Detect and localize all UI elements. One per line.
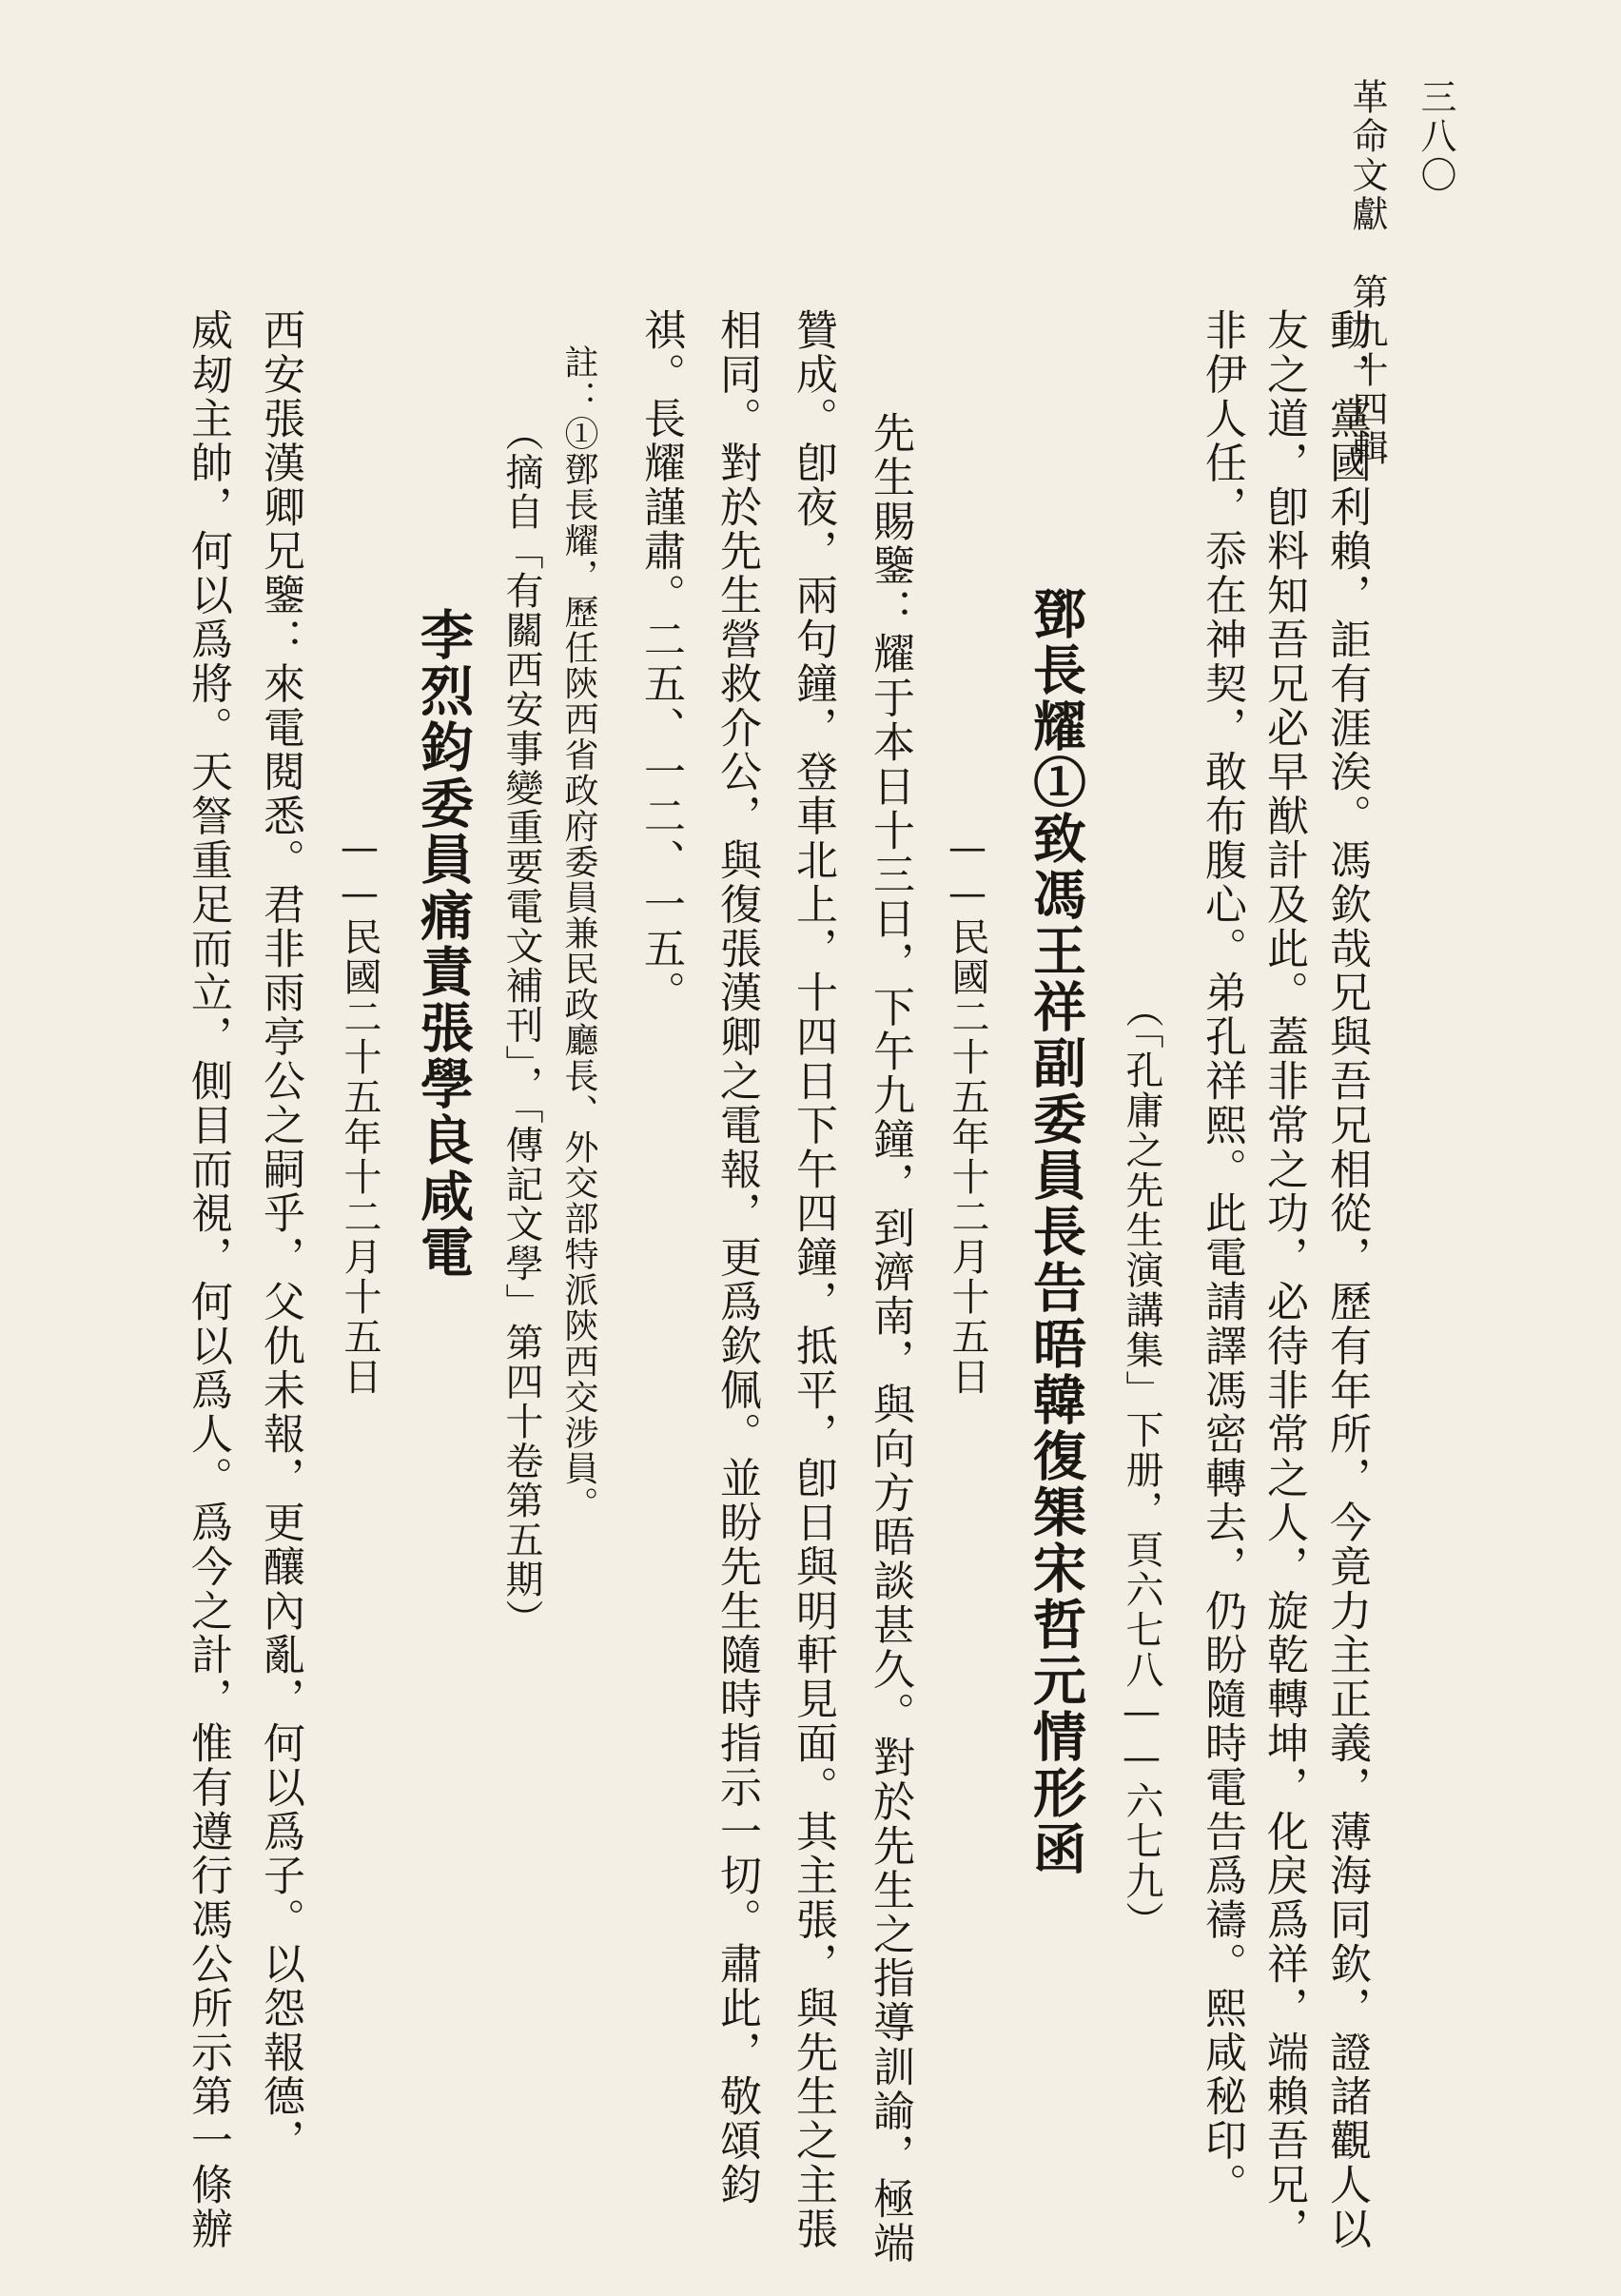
section-title: 鄧長耀①致馮王祥副委員長告晤韓復榘宋哲元情形函 (1025, 586, 1087, 1877)
footnote: 註：①鄧長耀，歷任陝西省政府委員兼民政廳長、外交部特派陝西交涉員。 (559, 344, 598, 1522)
page-number: 三八〇 (1415, 78, 1456, 195)
body-line: 贊成。卽夜，兩句鐘，登車北上，十四日下午四鐘，抵平，卽日與明軒見面。其主張，與先生之主張 (789, 308, 837, 2251)
body-line: 非伊人任，忝在神契，敢布腹心。弟孔祥熙。此電請譯馮密轉去，仍盼隨時電告爲禱。熙咸秘印。 (1198, 308, 1246, 2208)
body-line: 西安張漢卿兄鑒：來電閱悉。君非雨亭公之嗣乎，父仇未報，更釀內亂，何以爲子。以怨報德， (256, 308, 304, 2163)
section-title: 李烈鈞委員痛責張學良咸電 (412, 607, 475, 1281)
body-line: 友之道，卽料知吾兄必早猷計及此。蓋非常之功，必待非常之人，旋乾轉坤，化戾爲祥，端賴吾兄， (1260, 308, 1308, 2251)
book-title: 革命文獻 第九十四輯 (1346, 78, 1388, 468)
body-line: 先生賜鑒：耀于本日十三日，下午九鐘，到濟南，與向方晤談甚久。對於先生之指導訓諭，極端 (866, 411, 914, 2266)
body-line: 威刼主帥，何以爲將。天詧重足而立，側目而視，何以爲人。爲今之計，惟有遵行馮公所示第一條辦 (184, 308, 232, 2251)
section-date: ——民國二十五年十二月十五日 (338, 826, 381, 1397)
body-line: 相同。對於先生營救介公，與復張漢卿之電報，更爲欽佩。並盼先生隨時指示一切。肅此，敬頌鈞 (713, 308, 761, 2208)
body-line: 祺。長耀謹肅。二五、一二、一五。 (636, 308, 685, 1015)
section-date: ——民國二十五年十二月十五日 (946, 826, 989, 1397)
show-through-texture (1492, 285, 1535, 2093)
citation: （「孔庸之先生演講集」下册，頁六七八——六七九） (1120, 990, 1163, 1941)
body-line: 動，黨國利賴，詎有涯涘。馮欽哉兄與吾兄相從，歷有年所，今竟力主正義，薄海同欽，證諸觀人以 (1322, 308, 1371, 2251)
citation: （摘自「有關西安事變重要電文補刊」，「傳記文學」第四十卷第五期） (499, 413, 543, 1639)
